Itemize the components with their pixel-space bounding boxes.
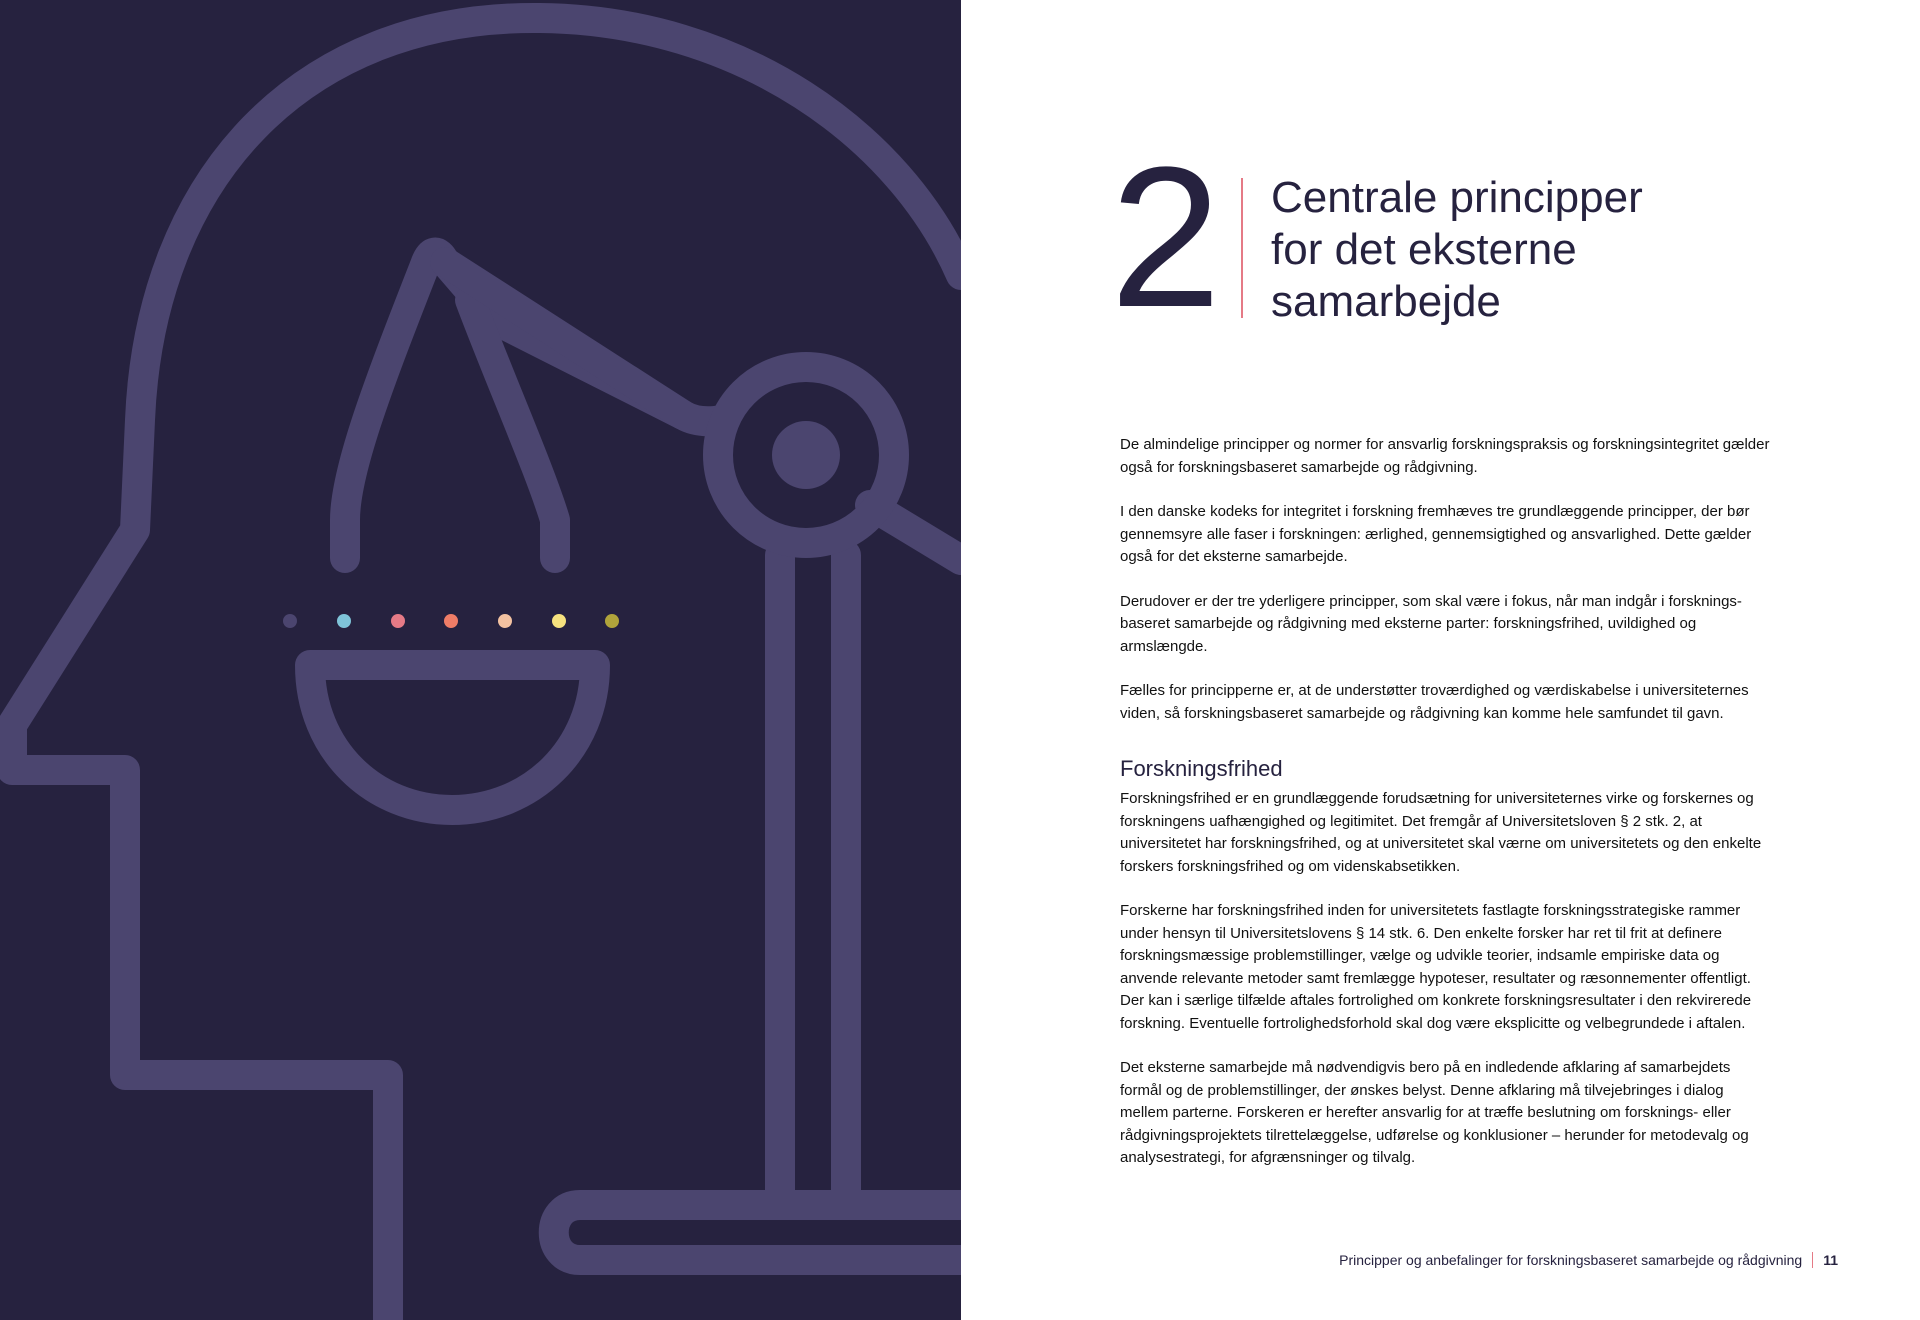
page-footer — [1339, 1250, 1838, 1270]
intro-paragraph: Fælles for principperne er, at de understøtter troværdighed og værdiskabelse i universiteternes viden, så forskningsbaseret samarbejde og rådgivning kan komme hele samfundet til gavn. — [1120, 682, 1749, 722]
chapter-title-line: samarbejde — [1271, 277, 1501, 326]
intro-paragraph: Derudover er der tre yderligere principper, som skal være i fokus, når man indgår i forsknings- baseret samarbejde og rådgivning med eksterne parter: forskningsfrihed, uvildighed og armslængde. — [1120, 592, 1742, 655]
dot-5 — [498, 614, 512, 628]
section-paragraph: Forskerne har forskningsfrihed inden for universitetets fastlagte forskningsstrategiske rammer under hensyn til Universitetslovens § 14 stk. 6. Den enkelte forsker har ret til frit at definere forskningsmæssige problemstillinger, vælge og udvikle teorier, indsamle empiriske data og anvende relevante metoder samt fremlægge hypoteser, resultater og ræsonnementer offentligt. Der kan i særlige tilfælde aftales fortrolighed om konkrete forskningsresultater i den rekvirerede forskning. Eventuelle fortrolighedsforhold skal dog være eksplicitte og velbegrundede i aftalen. — [1120, 902, 1752, 1032]
dot-6 — [552, 614, 566, 628]
dot-2 — [337, 614, 351, 628]
fulcrum-dot — [772, 421, 840, 489]
chapter-divider — [1241, 178, 1243, 318]
dot-4 — [444, 614, 458, 628]
page-number: 11 — [1823, 1252, 1838, 1268]
color-dots-icon — [283, 614, 619, 628]
chapter-title-line: for det eksterne — [1271, 225, 1577, 274]
scale-pillar — [780, 555, 846, 1205]
intro-paragraph: De almindelige principper og normer for ansvarlig forskningspraksis og forskningsintegritet gælder også for forskningsbaseret samarbejde og rådgivning. — [1120, 436, 1770, 476]
dot-7 — [605, 614, 619, 628]
dot-1 — [283, 614, 297, 628]
body-text — [1120, 434, 1770, 1192]
scale-pan — [310, 665, 595, 810]
chapter-title-line: Centrale principper — [1271, 173, 1643, 222]
scale-pillar-base — [554, 1205, 961, 1260]
text-page — [961, 0, 1920, 1320]
section-heading: Forskningsfrihed — [1120, 756, 1283, 781]
section-paragraph: Det eksterne samarbejde må nødvendigvis bero på en indledende afklaring af samarbejdets formål og de problemstillinger, der ønskes belyst. Denne afklaring må tilvejebringes i dialog mellem parterne. Forskeren er herefter ansvarlig for at træffe beslutning om forsknings- eller rådgivningsprojektets tilrettelæggelse, udførelse og konklusioner – herunder for metodevalg og analysestrategi, for afgrænsninger og tilvalg. — [1120, 1059, 1749, 1166]
footer-separator — [1812, 1252, 1813, 1268]
footer-title: Principper og anbefalinger for forskningsbaseret samarbejde og rådgivning — [1339, 1252, 1803, 1268]
chapter-number: 2 — [1110, 126, 1218, 349]
section-paragraph: Forskningsfrihed er en grundlæggende forudsætning for universiteternes virke og forskernes og forskningens uafhængighed og legitimitet. Det fremgår af Universitetsloven § 2 stk. 2, at universitetet har forskningsfrihed, og at universitetet skal værne om universitetets og den enkelte forskers forskningsfrihed og om videnskabsetikken. — [1120, 790, 1762, 875]
chapter-title — [1271, 172, 1731, 328]
intro-paragraph: I den danske kodeks for integritet i forskning fremhæves tre grundlæggende principper, der bør gennemsyre alle faser i forskningen: ærlighed, gennemsigtighed og ansvarlighed. Dette gælder også for det eksterne samarbejde. — [1120, 503, 1752, 565]
dot-3 — [391, 614, 405, 628]
